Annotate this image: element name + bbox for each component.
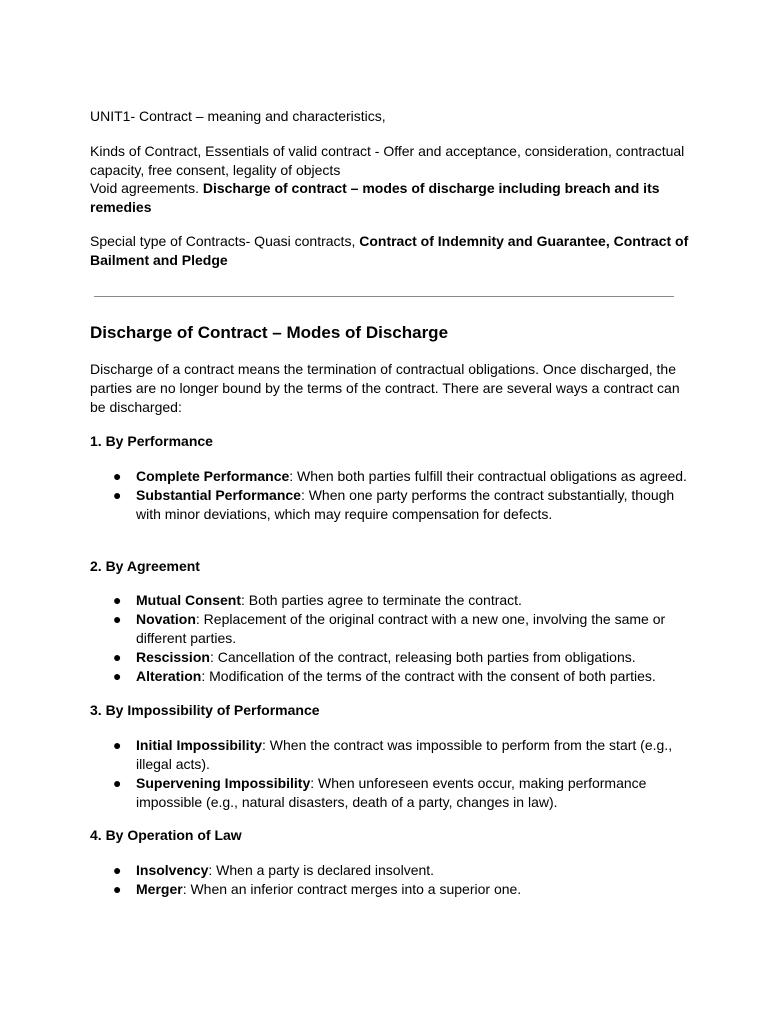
group-heading: 3. By Impossibility of Performance xyxy=(90,702,320,718)
list-item xyxy=(90,861,690,880)
item-term: Substantial Performance xyxy=(136,487,301,503)
syllabus-kinds-line: Kinds of Contract, Essentials of valid contract - Offer and acceptance, consideration, contractual capacity, free consent, legality of objects xyxy=(90,143,685,178)
bullet-icon: ● xyxy=(113,487,122,503)
list-item xyxy=(90,736,690,774)
list-item xyxy=(90,591,690,610)
bullet-icon: ● xyxy=(113,737,122,753)
item-description: : When unforeseen events occur, making performance impossible (e.g., natural disasters, death of a party, changes in law). xyxy=(136,775,647,810)
syllabus-special-line xyxy=(90,232,690,270)
syllabus-unit-line: UNIT1- Contract – meaning and characteristics, xyxy=(90,108,386,124)
horizontal-divider xyxy=(94,296,674,297)
list-item xyxy=(90,667,690,686)
item-term: Supervening Impossibility xyxy=(136,775,311,791)
syllabus-void-line xyxy=(90,179,690,217)
item-description: : When one party performs the contract substantially, though with minor deviations, which may require compensation for defects. xyxy=(136,487,675,522)
bullet-list xyxy=(90,591,690,686)
section-title: Discharge of Contract – Modes of Discharge xyxy=(90,323,449,342)
bullet-list xyxy=(90,861,690,899)
item-description: : Cancellation of the contract, releasing both parties from obligations. xyxy=(209,649,636,665)
syllabus-special-text: Special type of Contracts- Quasi contracts, xyxy=(90,233,360,249)
item-term: Complete Performance xyxy=(136,468,290,484)
syllabus-discharge-text: Discharge of contract – modes of discharge including breach and its remedies xyxy=(90,180,660,215)
bullet-list xyxy=(90,736,690,812)
list-item xyxy=(90,880,690,899)
item-description: : When both parties fulfill their contractual obligations as agreed. xyxy=(289,468,687,484)
item-description: : Replacement of the original contract with a new one, involving the same or different parties. xyxy=(136,611,666,646)
bullet-icon: ● xyxy=(113,862,122,878)
list-item xyxy=(90,610,690,648)
bullet-icon: ● xyxy=(113,592,122,608)
item-term: Mutual Consent xyxy=(136,592,241,608)
item-term: Alteration xyxy=(136,668,202,684)
group-heading: 4. By Operation of Law xyxy=(90,827,242,843)
item-term: Merger xyxy=(136,881,183,897)
item-description: : Modification of the terms of the contract with the consent of both parties. xyxy=(201,668,656,684)
item-description: : When an inferior contract merges into a superior one. xyxy=(182,881,522,897)
bullet-icon: ● xyxy=(113,611,122,627)
bullet-icon: ● xyxy=(113,668,122,684)
item-description: : Both parties agree to terminate the contract. xyxy=(241,592,522,608)
list-item xyxy=(90,648,690,667)
group-heading: 2. By Agreement xyxy=(90,558,200,574)
syllabus-indemnity-text: Contract of Indemnity and Guarantee, Contract of Bailment and Pledge xyxy=(90,233,689,268)
item-term: Initial Impossibility xyxy=(136,737,263,753)
syllabus-void-text: Void agreements. xyxy=(90,180,203,196)
section-intro: Discharge of a contract means the termination of contractual obligations. Once discharged, the parties are no longer bound by the terms of the contract. There are several ways a contract can be discharged: xyxy=(90,361,680,415)
bullet-icon: ● xyxy=(113,468,122,484)
item-term: Insolvency xyxy=(136,862,209,878)
bullet-icon: ● xyxy=(113,881,122,897)
group-heading: 1. By Performance xyxy=(90,433,213,449)
item-description: : When a party is declared insolvent. xyxy=(208,862,435,878)
bullet-list xyxy=(90,467,690,524)
list-item xyxy=(90,774,690,812)
list-item xyxy=(90,486,690,524)
item-term: Novation xyxy=(136,611,196,627)
item-term: Rescission xyxy=(136,649,210,665)
item-description: : When the contract was impossible to perform from the start (e.g., illegal acts). xyxy=(136,737,673,772)
bullet-icon: ● xyxy=(113,775,122,791)
list-item xyxy=(90,467,690,486)
bullet-icon: ● xyxy=(113,649,122,665)
